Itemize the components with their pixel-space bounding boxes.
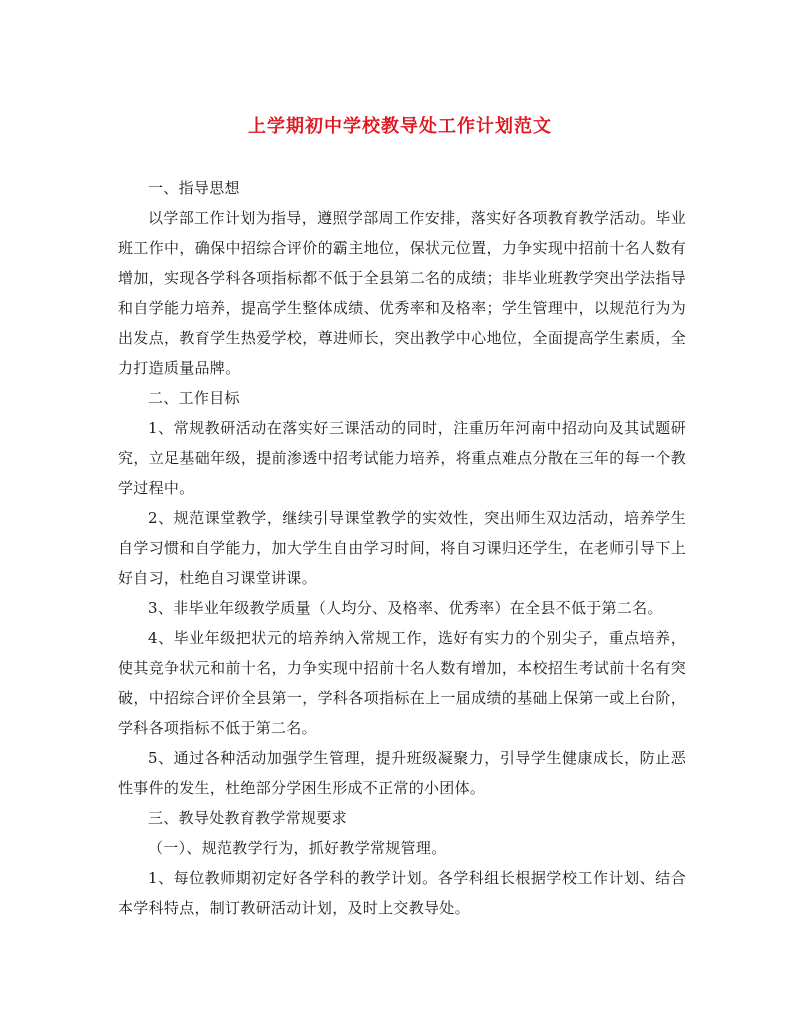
subsection-heading-teaching-behavior: （一）、规范教学行为，抓好教学常规管理。 (148, 839, 447, 857)
paragraph-goal-5: 5、通过各种活动加强学生管理，提升班级凝聚力，引导学生健康成长，防止恶性事件的发生，杜绝部分学困生形成不正常的小团体。 (118, 749, 686, 797)
section-heading-routine-requirements: 三、教导处教育教学常规要求 (148, 809, 347, 827)
paragraph-goal-2: 2、规范课堂教学，继续引导课堂教学的实效性，突出师生双边活动，培养学生自学习惯和自学能力，加大学生自由学习时间，将自习课归还学生，在老师引导下上好自习，杜绝自习课堂讲课。 (118, 509, 686, 587)
paragraph-goal-4: 4、毕业年级把状元的培养纳入常规工作，选好有实力的个别尖子，重点培养，使其竞争状元和前十名，力争实现中招前十名人数有增加，本校招生考试前十名有突破，中招综合评价全县第一，学科各项指标在上一届成绩的基础上保第一或上台阶，学科各项指标不低于第二名。 (118, 629, 686, 737)
paragraph-requirement-1: 1、每位教师期初定好各学科的教学计划。各学科组长根据学校工作计划、结合本学科特点，制订教研活动计划，及时上交教导处。 (118, 869, 686, 917)
paragraph-goal-1: 1、常规教研活动在落实好三课活动的同时，注重历年河南中招动向及其试题研究，立足基础年级，提前渗透中招考试能力培养，将重点难点分散在三年的每一个教学过程中。 (118, 419, 686, 497)
section-heading-guiding-ideology: 一、指导思想 (148, 179, 240, 197)
paragraph-goal-3: 3、非毕业年级教学质量（人均分、及格率、优秀率）在全县不低于第二名。 (148, 599, 663, 617)
document-title: 上学期初中学校教导处工作计划范文 (248, 116, 552, 137)
paragraph-guiding-ideology: 以学部工作计划为指导，遵照学部周工作安排，落实好各项教育教学活动。毕业班工作中，确保中招综合评价的霸主地位，保状元位置，力争实现中招前十名人数有增加，实现各学科各项指标都不低于全县第二名的成绩；非毕业班教学突出学法指导和自学能力培养，提高学生整体成绩、优秀率和及格率；学生管理中，以规范行为为出发点，教育学生热爱学校，尊进师长，突出教学中心地位，全面提高学生素质，全力打造质量品牌。 (118, 209, 686, 377)
section-heading-work-goals: 二、工作目标 (148, 389, 240, 407)
document-body (118, 173, 686, 923)
